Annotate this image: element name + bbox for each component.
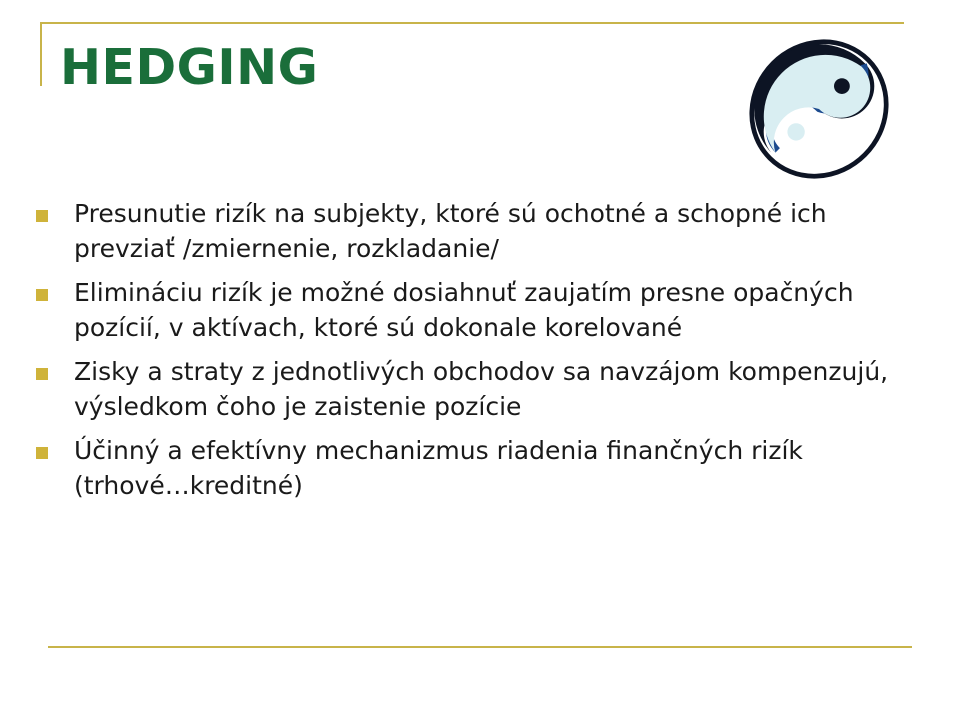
bullet-text: Zisky a straty z jednotlivých obchodov sa navzájom kompenzujú, výsledkom čoho je zaistenie pozície [74,357,889,421]
list-item [36,196,906,266]
bullet-marker [36,447,48,459]
bullet-text: Účinný a efektívny mechanizmus riadenia finančných rizík (trhové…kreditné) [74,436,803,500]
list-item [36,354,906,424]
yin-yang-icon [736,30,902,188]
bullet-marker [36,368,48,380]
bullet-marker [36,289,48,301]
bullet-text: Elimináciu rizík je možné dosiahnuť zaujatím presne opačných pozícií, v aktívach, ktoré sú dokonale korelované [74,278,854,342]
left-rule [40,22,42,86]
top-rule [40,22,904,24]
list-item [36,433,906,503]
slide-title: HEDGING [60,39,319,96]
bullet-list [36,196,906,512]
list-item [36,275,906,345]
bullet-marker [36,210,48,222]
bottom-rule [48,646,912,648]
bullet-text: Presunutie rizík na subjekty, ktoré sú ochotné a schopné ich prevziať /zmiernenie, rozkladanie/ [74,199,827,263]
